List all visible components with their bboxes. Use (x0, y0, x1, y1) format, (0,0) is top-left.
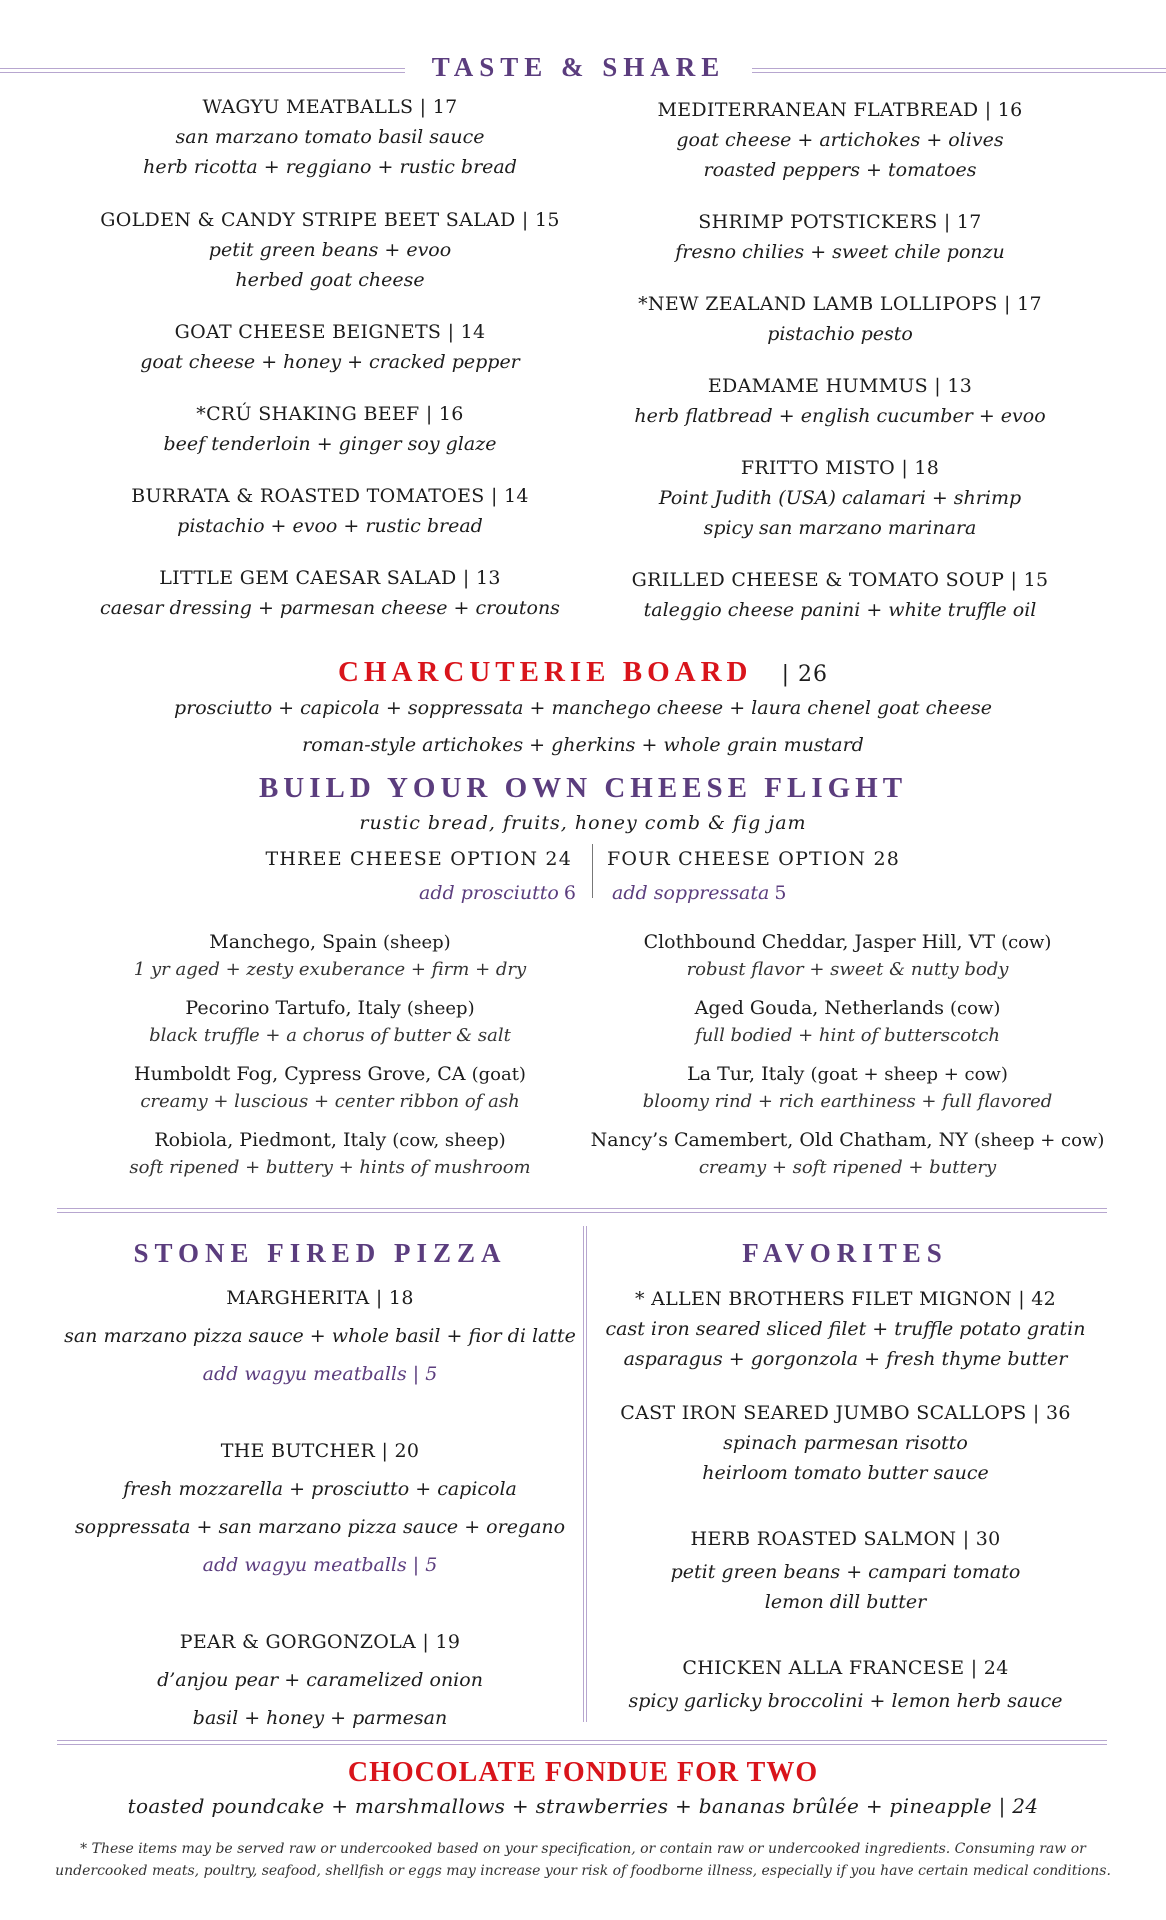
cheese-desc: robust flavor + sweet & nutty body (686, 959, 1009, 980)
cheese-item (90, 1060, 570, 1115)
item-desc: petit green beans + evoo (208, 239, 452, 261)
header-rule-right (752, 68, 1166, 73)
taste-share-right-column (590, 95, 1090, 625)
item-name: CAST IRON SEARED JUMBO SCALLOPS | 36 (620, 1402, 1071, 1424)
cheese-desc: black truffle + a chorus of butter & salt (149, 1025, 511, 1046)
cheese-option-divider (592, 844, 593, 898)
item-desc: pistachio + evoo + rustic bread (177, 515, 483, 537)
item-name: MEDITERRANEAN FLATBREAD | 16 (657, 99, 1023, 121)
pizza-title: STONE FIRED PIZZA (133, 1238, 507, 1268)
add-on: add wagyu meatballs | 5 (202, 1363, 438, 1385)
menu-item (590, 207, 1090, 267)
item-desc: goat cheese + honey + cracked pepper (140, 351, 520, 373)
item-desc: basil + honey + parmesan (192, 1707, 448, 1729)
pizza-item (60, 1627, 580, 1733)
add-on: add wagyu meatballs | 5 (202, 1554, 438, 1576)
three-cheese-add (200, 878, 576, 909)
menu-item (590, 289, 1090, 349)
item-desc: spicy san marzano marinara (703, 517, 977, 539)
cheese-type: (goat) (471, 1064, 526, 1085)
item-name: FRITTO MISTO | 18 (740, 457, 940, 479)
item-desc: cast iron seared sliced filet + truffle potato gratin (605, 1318, 1086, 1340)
cheese-type: (cow, sheep) (392, 1130, 506, 1151)
menu-item (75, 481, 585, 541)
cheese-name: Pecorino Tartufo, Italy (185, 997, 401, 1019)
favorites-title: FAVORITES (742, 1238, 948, 1268)
cheese-left-column (90, 928, 570, 1181)
favorites-column (598, 1284, 1093, 1716)
cheese-type: (sheep) (383, 932, 451, 953)
item-name: THE BUTCHER | 20 (220, 1440, 420, 1462)
cheese-desc: creamy + soft ripened + buttery (698, 1157, 997, 1178)
menu-item (75, 205, 585, 295)
charcuterie-heading (0, 656, 1166, 689)
cheese-desc: bloomy rind + rich earthiness + full flavored (642, 1091, 1053, 1112)
cheese-flight-subtitle: rustic bread, fruits, honey comb & fig jam (359, 812, 807, 834)
cheese-type: (sheep) (406, 998, 475, 1019)
cheese-type: (cow) (950, 998, 1001, 1019)
cheese-type: (sheep + cow) (973, 1130, 1105, 1151)
three-cheese-option: THREE CHEESE OPTION 24 (265, 848, 572, 870)
cheese-item (575, 1126, 1120, 1181)
pizza-item (60, 1436, 580, 1580)
item-desc: caesar dressing + parmesan cheese + croutons (100, 597, 560, 619)
item-desc: soppressata + san marzano pizza sauce + oregano (74, 1516, 566, 1538)
favorite-item (598, 1398, 1093, 1488)
menu-item (75, 563, 585, 623)
favorite-item (598, 1284, 1093, 1374)
bottom-divider-rule (57, 1740, 1107, 1745)
item-name: *NEW ZEALAND LAMB LOLLIPOPS | 17 (638, 293, 1042, 315)
footnote-line-1: * These items may be served raw or undercooked based on your specification, or contain raw or undercooked ingredients. Consuming raw or (80, 1841, 1086, 1857)
item-desc: asparagus + gorgonzola + fresh thyme butter (623, 1348, 1068, 1370)
item-name: LITTLE GEM CAESAR SALAD | 13 (159, 567, 501, 589)
cheese-item (90, 994, 570, 1049)
menu-item (590, 453, 1090, 543)
cheese-type: (cow) (1001, 932, 1052, 953)
mid-divider-rule (57, 1208, 1107, 1213)
cheese-name: Manchego, Spain (209, 931, 377, 953)
item-name: CHICKEN ALLA FRANCESE | 24 (682, 1657, 1009, 1679)
cheese-desc: creamy + luscious + center ribbon of ash (140, 1091, 520, 1112)
item-name: SHRIMP POTSTICKERS | 17 (698, 211, 982, 233)
four-cheese-add (612, 878, 1012, 909)
menu-item (75, 92, 585, 182)
header-rule-left (0, 68, 405, 73)
item-desc: beef tenderloin + ginger soy glaze (163, 433, 497, 455)
item-desc: heirloom tomato butter sauce (702, 1462, 989, 1484)
item-name: BURRATA & ROASTED TOMATOES | 14 (131, 485, 529, 507)
item-desc: pistachio pesto (767, 323, 913, 345)
add-prosciutto-price: 6 (563, 882, 576, 904)
charcuterie-title: CHARCUTERIE BOARD (337, 656, 753, 688)
taste-share-left-column (75, 92, 585, 623)
item-name: * ALLEN BROTHERS FILET MIGNON | 42 (634, 1288, 1057, 1310)
menu-item (75, 317, 585, 377)
item-name: GOAT CHEESE BEIGNETS | 14 (174, 321, 486, 343)
cheese-item (575, 928, 1120, 983)
menu-item (590, 95, 1090, 185)
item-desc: fresno chilies + sweet chile ponzu (675, 241, 1005, 263)
pizza-column (60, 1283, 580, 1733)
item-desc: Point Judith (USA) calamari + shrimp (658, 487, 1022, 509)
item-desc: taleggio cheese panini + white truffle oil (643, 599, 1037, 621)
pizza-item (60, 1283, 580, 1389)
four-cheese-option: FOUR CHEESE OPTION 28 (607, 848, 901, 870)
taste-share-title: TASTE & SHARE (431, 52, 726, 82)
item-desc: lemon dill butter (764, 1591, 927, 1613)
item-desc: spinach parmesan risotto (723, 1432, 968, 1454)
favorite-item (598, 1653, 1093, 1716)
cheese-name: Humboldt Fog, Cypress Grove, CA (134, 1063, 466, 1085)
fondue-desc: toasted poundcake + marshmallows + strawberries + bananas brûlée + pineapple | 24 (127, 1794, 1039, 1818)
cheese-desc: soft ripened + buttery + hints of mushroom (129, 1157, 531, 1178)
item-name: GRILLED CHEESE & TOMATO SOUP | 15 (631, 569, 1049, 591)
menu-item (590, 371, 1090, 431)
menu-item (590, 565, 1090, 625)
item-desc: herbed goat cheese (235, 269, 425, 291)
item-name: EDAMAME HUMMUS | 13 (707, 375, 973, 397)
item-desc: spicy garlicky broccolini + lemon herb sauce (628, 1690, 1063, 1712)
charcuterie-line-1: prosciutto + capicola + soppressata + manchego cheese + laura chenel goat cheese (174, 697, 992, 719)
cheese-name: Clothbound Cheddar, Jasper Hill, VT (643, 931, 996, 953)
cheese-flight-title: BUILD YOUR OWN CHEESE FLIGHT (258, 772, 908, 804)
cheese-name: Nancy’s Camembert, Old Chatham, NY (590, 1129, 968, 1151)
item-name: WAGYU MEATBALLS | 17 (202, 96, 458, 118)
item-desc: san marzano pizza sauce + whole basil + fior di latte (64, 1325, 576, 1347)
cheese-desc: 1 yr aged + zesty exuberance + firm + dry (133, 959, 527, 980)
fondue-title: CHOCOLATE FONDUE FOR TWO (347, 1757, 819, 1788)
item-desc: petit green beans + campari tomato (670, 1561, 1021, 1583)
menu-item (75, 399, 585, 459)
item-name: MARGHERITA | 18 (226, 1287, 414, 1309)
cheese-name: Aged Gouda, Netherlands (694, 997, 944, 1019)
cheese-desc: full bodied + hint of butterscotch (695, 1025, 1000, 1046)
item-desc: san marzano tomato basil sauce (175, 126, 485, 148)
cheese-name: Robiola, Piedmont, Italy (154, 1129, 387, 1151)
column-divider (583, 1226, 587, 1722)
cheese-name: La Tur, Italy (687, 1063, 805, 1085)
item-desc: fresh mozzarella + prosciutto + capicola (123, 1478, 517, 1500)
item-name: PEAR & GORGONZOLA | 19 (179, 1631, 461, 1653)
item-name: *CRÚ SHAKING BEEF | 16 (196, 403, 464, 425)
item-desc: herb ricotta + reggiano + rustic bread (143, 156, 517, 178)
footnote-line-2: undercooked meats, poultry, seafood, shellfish or eggs may increase your risk of foodborne illness, especially if you have certain medical conditions. (55, 1863, 1111, 1879)
item-name: HERB ROASTED SALMON | 30 (690, 1528, 1001, 1550)
charcuterie-line-2: roman-style artichokes + gherkins + whole grain mustard (302, 734, 864, 756)
cheese-right-column (575, 928, 1120, 1181)
item-desc: herb flatbread + english cucumber + evoo (634, 405, 1046, 427)
item-desc: roasted peppers + tomatoes (703, 159, 977, 181)
cheese-type: (goat + sheep + cow) (810, 1064, 1008, 1085)
add-prosciutto: add prosciutto (419, 882, 559, 904)
charcuterie-price: | 26 (781, 662, 828, 687)
item-desc: d’anjou pear + caramelized onion (157, 1669, 483, 1691)
favorite-item (598, 1524, 1093, 1617)
cheese-item (90, 1126, 570, 1181)
cheese-item (575, 1060, 1120, 1115)
cheese-item (90, 928, 570, 983)
add-soppressata-price: 5 (774, 882, 787, 904)
cheese-item (575, 994, 1120, 1049)
item-name: GOLDEN & CANDY STRIPE BEET SALAD | 15 (100, 209, 560, 231)
add-soppressata: add soppressata (612, 882, 770, 904)
item-desc: goat cheese + artichokes + olives (676, 129, 1004, 151)
